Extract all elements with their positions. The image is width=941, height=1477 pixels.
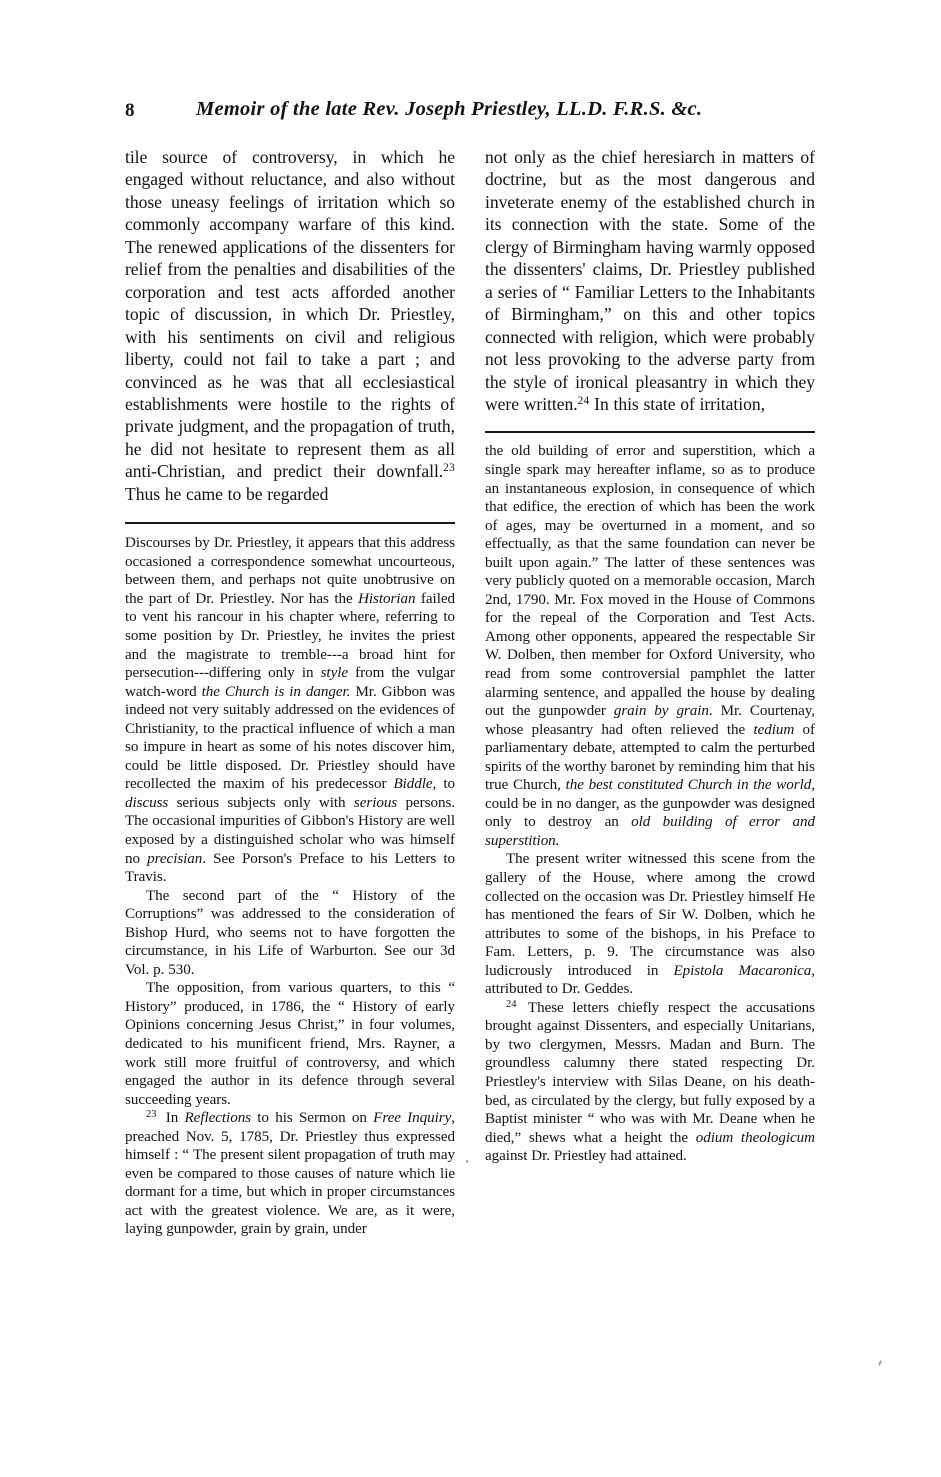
left-column-body-text — [125, 146, 455, 505]
page-folio-number: 8 — [125, 100, 135, 121]
footnote-text: , to — [432, 776, 455, 793]
footnote-italic-text: Free Inquiry — [373, 1110, 452, 1127]
footnote-number: 23 — [146, 1108, 157, 1120]
left-body-paragraph — [125, 146, 455, 505]
footnote-italic-text: style — [320, 665, 349, 682]
footnote-text: . Mr. Courtenay, whose pleasantry had often relieved the — [485, 703, 816, 738]
footnote-text: The present writer witnessed this scene from the gallery of the House, where among the crowd collected on the occasion was Dr. Priestley himself He has mentioned the fears of Sir W. Dolben, which he attributes to some of the bishops, in his Preface to Fam. Letters, p. 9. The circumstance was also ludicrously introduced in — [485, 851, 815, 979]
footnote-italic-text: Epistola Macaronica — [673, 962, 812, 979]
footnote-old-building — [485, 442, 815, 850]
right-body-main: not only as the chief heresiarch in matters of doctrine, but as the most dangerous and inveterate enemy of the established church in its connection with the state. Some of the clergy of Birmingham having warmly opposed the dissenters' claims, Dr. Priestley published a series of “ Familiar Letters to the Inhabitants of Birmingham,” on this and other topics connected with religion, which were probably not less provoking to the adverse party from the style of ironical pleasantry in which they were written. — [485, 147, 815, 414]
footnote-text: Mr. Gibbon was indeed not very suitably addressed on the evidences of Christianity, to the practical influence of which a man so impure in heart as some of his notes discover him, could be little disposed. Dr. Priestley should have recollected the maxim of his predecessor — [125, 683, 455, 793]
footnote-text: In — [159, 1110, 185, 1127]
right-column-footnotes — [485, 433, 815, 1165]
footnote-text: against Dr. Priestley had attained. — [485, 1148, 687, 1165]
footnote-text: from the vulgar watch-word — [125, 665, 456, 700]
footnote-text: persons. The occasional impurities of Gibbon's History are well exposed by a distinguished scholar who was himself no — [125, 794, 455, 867]
right-column-body-text — [485, 146, 815, 415]
footnote-italic-text: Reflections — [184, 1110, 252, 1127]
footnote-italic-text: Biddle — [393, 776, 433, 793]
left-body-main: tile source of controversy, in which he engaged without reluctance, and also without those uneasy feelings of irritation which so commonly accompany warfare of this kind. The renewed applications of the dissenters for relief from the penalties and disabilities of the corporation and test acts afforded another topic of discussion, in which Dr. Priestley, with his sentiments on civil and religious liberty, could not fail to take a part ; and convinced as he was that all ecclesiastical establishments were hostile to the rights of private judgment, and the propagation of truth, he did not hesitate to represent them as all anti-Christian, and predict their downfall. — [125, 147, 455, 482]
footnote-text: of parliamentary debate, attempted to calm the perturbed spirits of the worthy baronet by reminding him that his true Church, — [485, 721, 815, 794]
footnote-text: , preached Nov. 5, 1785, Dr. Priestley thus expressed himself : “ The present silent propagation of truth may even be compared to those causes of nature which lie dormant for a time, but which in proper circumstances act with the greatest violence. We are, as it were, laying gunpowder, grain by grain, under — [125, 1110, 455, 1238]
left-body-tail: Thus he came to be regarded — [125, 483, 329, 504]
footnote-italic-text: Historian — [358, 590, 416, 607]
footnote-italic-text: precisian — [147, 850, 203, 867]
footnote-italic-text: tedium — [753, 721, 795, 738]
right-column — [485, 146, 815, 1166]
footnote-italic-text: odium theologicum — [695, 1129, 815, 1146]
scan-speck — [878, 1360, 882, 1366]
running-head-title: Memoir of the late Rev. Joseph Priestley, LL.D. F.R.S. &c. — [196, 98, 703, 120]
footnote-23 — [125, 1109, 455, 1239]
footnote-text: The opposition, from various quarters, to this “ History” produced, in 1786, the “ History of early Opinions concerning Jesus Christ,” in four volumes, dedicated to his munificent friend, Mrs. Rayner, a work still more fruitful of controversy, and which engaged the author in its defence through several succeeding years. — [125, 980, 455, 1108]
running-head — [0, 98, 941, 128]
footnote-text: . See Porson's Preface to his Letters to Travis. — [125, 850, 455, 886]
footnote-text: The second part of the “ History of the Corruptions” was addressed to the consideration of Bishop Hurd, who seems not to have forgotten the circumstance, in his Life of Warburton. See our 3d Vol. p. 530. — [125, 887, 455, 978]
footnote-opposition — [125, 979, 455, 1109]
left-column-footnotes — [125, 524, 455, 1239]
footnote-text: to his Sermon on — [251, 1110, 374, 1127]
scan-speck — [466, 1160, 468, 1163]
footnote-discourses — [125, 534, 455, 886]
footnote-second-part — [125, 887, 455, 980]
footnote-italic-text: old building of error and superstition. — [485, 814, 815, 849]
left-column — [125, 146, 455, 1239]
footnote-present-writer — [485, 850, 815, 998]
footnote-italic-text: serious — [353, 794, 398, 811]
footnote-italic-text: the Church is in danger. — [201, 683, 351, 700]
footnote-marker-24: 24 — [577, 394, 590, 407]
footnote-text: serious subjects only with — [168, 794, 354, 811]
footnote-text: could be in no danger, as the gunpowder was designed only to destroy an — [485, 795, 815, 831]
footnote-24 — [485, 999, 815, 1166]
footnote-text: failed to vent his rancour in his chapter where, referring to some position by Dr. Priestley, he invites the priest and the magistrate to tremble---a broad hint for persecution---differing only in — [125, 590, 455, 682]
footnote-text: , attributed to Dr. Geddes. — [485, 962, 815, 998]
footnote-italic-text: grain by grain — [613, 703, 709, 720]
right-body-paragraph — [485, 146, 815, 415]
footnote-marker-23: 23 — [443, 462, 455, 475]
footnote-text: Discourses by Dr. Priestley, it appears that this address occasioned a correspondence somewhat uncourteous, between them, and perhaps not quite unobtrusive on the part of Dr. Priestley. Nor has the — [125, 535, 455, 607]
footnote-italic-text: discuss — [125, 794, 169, 811]
right-body-tail: In this state of irritation, — [589, 393, 765, 414]
footnote-number: 24 — [506, 998, 517, 1010]
footnote-text: These letters chiefly respect the accusations brought against Dissenters, and especially Unitarians, by two clergymen, Messrs. Madan and Burn. The groundless calumny there stated respecting Dr. Priestley's interview with Silas Deane, on his death-bed, as circulated by the clergy, but fully exposed by a Baptist minister “ who was with Mr. Deane when he died,” shews what a height the — [485, 999, 815, 1146]
footnote-italic-text: the best constituted Church in the world, — [565, 777, 815, 794]
footnote-text: the old building of error and superstition, which a single spark may hereafter inflame, so as to produce an instantaneous explosion, in consequence of which that edifice, the erection of which has been the work of ages, may be overturned in a moment, and so effectually, as that the same foundation can never be built upon again.” The latter of these sentences was very publicly quoted on a memorable occasion, March 2nd, 1790. Mr. Fox moved in the House of Commons for the repeal of the Corporation and Test Acts. Among other opponents, appeared the respectable Sir W. Dolben, then member for Oxford University, who read from some controversial pamphlet the latter alarming sentence, and appalled the house by dealing out the gunpowder — [485, 443, 815, 720]
